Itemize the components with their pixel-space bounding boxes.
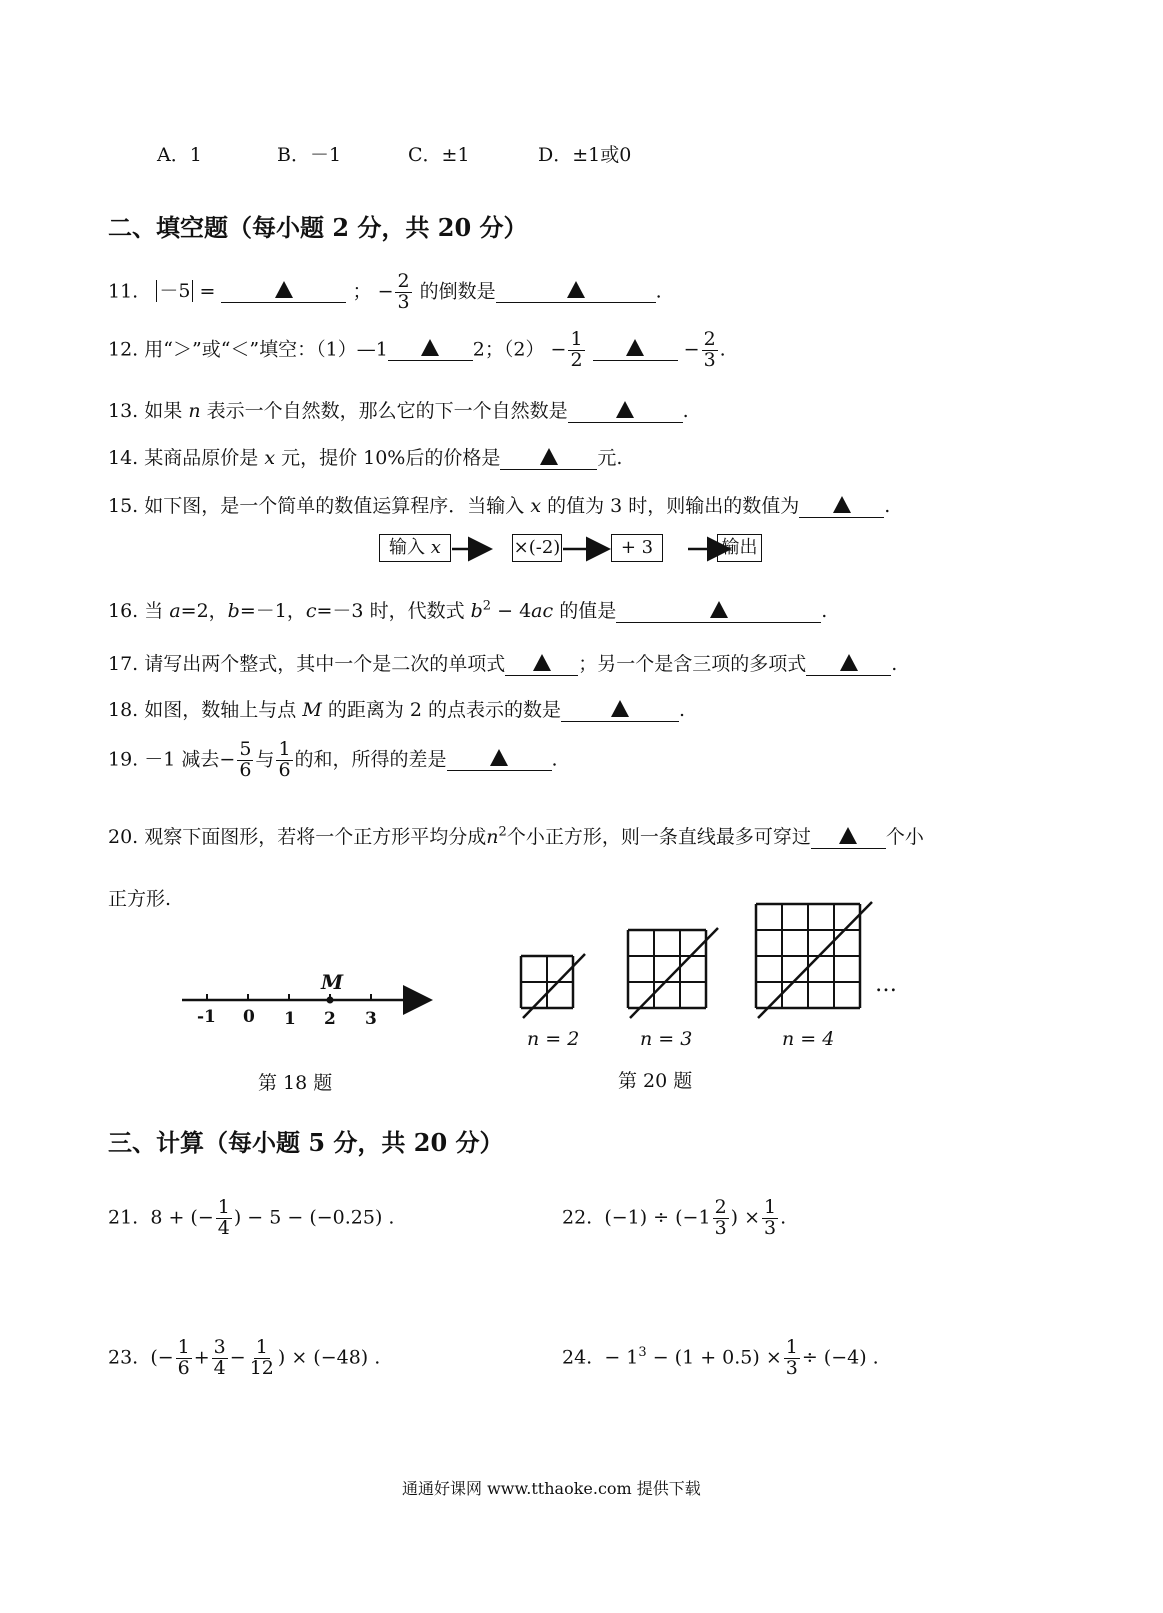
flow-output-box: 输出: [717, 534, 762, 562]
question-text: 元.: [597, 447, 623, 469]
minus-sign: −: [377, 280, 394, 303]
period: .: [679, 699, 686, 721]
variable: M: [302, 699, 322, 721]
fraction: $\frac{1}{4}$: [217, 1196, 230, 1239]
question-text: 的倒数是: [419, 280, 496, 303]
question-text: 用“＞”或“＜”填空：（1）—1: [144, 338, 388, 361]
question-number: 18.: [108, 699, 139, 721]
expression: − (1 + 0.5) ×: [646, 1346, 782, 1369]
exponent: 3: [638, 1345, 647, 1361]
question-text: －1 减去: [144, 748, 220, 771]
fraction: $\frac{1}{3}$: [785, 1336, 798, 1379]
period: .: [551, 748, 558, 771]
flow-add-box: + 3: [611, 534, 663, 562]
question-number: 15.: [108, 495, 139, 517]
option-c: C．±1: [408, 144, 470, 166]
fraction: $\frac{1}{6}$: [177, 1336, 190, 1379]
tick-label: 3: [365, 1009, 377, 1029]
fraction: $\frac{5}{6}$: [239, 738, 252, 781]
question-text: 如图，数轴上与点: [144, 699, 297, 721]
question-text: 的值是: [559, 600, 617, 622]
question-24: [562, 1338, 879, 1379]
question-text: 当: [144, 600, 164, 622]
question-number: 16.: [108, 600, 139, 622]
minus-sign: −: [219, 748, 236, 771]
expression: ac: [531, 600, 554, 622]
grid-n3: [628, 928, 718, 1018]
flow-input-box: 输入 x: [379, 534, 451, 562]
flow-multiply-box: ×(-2): [512, 534, 562, 562]
question-text: 2；（2）: [472, 338, 545, 361]
expression: ÷ (−4) .: [801, 1346, 879, 1369]
abs-value: －5: [156, 280, 193, 302]
question-number: 11.: [108, 280, 139, 303]
expression: +: [193, 1346, 210, 1369]
period: .: [682, 400, 689, 422]
expression: b: [470, 600, 483, 622]
tick-label: -1: [197, 1007, 216, 1027]
expression: −: [229, 1346, 246, 1369]
question-text: 如果: [144, 400, 183, 422]
expression: ) − 5 − (−0.25) .: [233, 1206, 395, 1229]
fraction: $\frac{3}{4}$: [213, 1336, 226, 1379]
question-number: 14.: [108, 447, 139, 469]
expression: 8 + (−: [150, 1206, 214, 1229]
question-text: 的距离为 2 的点表示的数是: [327, 699, 562, 721]
question-20-continued: 正方形.: [108, 888, 172, 910]
exponent: 2: [482, 598, 492, 614]
fraction: $\frac{2}{3}$: [703, 328, 716, 371]
fraction: $\frac{1}{6}$: [278, 738, 291, 781]
grid-n2: [521, 954, 585, 1018]
period: .: [821, 600, 828, 622]
figure-caption-20: 第 20 题: [618, 1070, 693, 1092]
question-text: 观察下面图形，若将一个正方形平均分成: [144, 826, 487, 848]
question-text: 表示一个自然数，那么它的下一个自然数是: [206, 400, 568, 422]
question-text: 元，提价 10%后的价格是: [281, 447, 501, 469]
ellipsis: …: [875, 972, 897, 997]
question-text: 如下图，是一个简单的数值运算程序．当输入: [144, 495, 525, 517]
grid-label-n4: n = 4: [782, 1028, 835, 1050]
period: .: [884, 495, 891, 517]
grid-label-n2: n = 2: [527, 1028, 580, 1050]
question-number: 21.: [108, 1206, 139, 1229]
option-b: B．－1: [277, 144, 342, 166]
minus-sign: −: [550, 338, 567, 361]
variable: x: [264, 447, 276, 469]
expression: (−: [150, 1346, 174, 1369]
tick-label: 2: [324, 1009, 336, 1029]
option-d: D．±1或0: [538, 144, 632, 166]
option-a: A．1: [157, 144, 202, 166]
expression: − 1: [604, 1346, 639, 1369]
crossing-line: [758, 902, 872, 1018]
minus-sign: −: [683, 338, 700, 361]
question-22: [562, 1198, 786, 1239]
question-number: 20.: [108, 826, 139, 848]
question-text: =2，: [180, 600, 228, 622]
separator: ；: [352, 280, 372, 303]
figure-caption-18: 第 18 题: [258, 1072, 333, 1094]
exponent: 2: [498, 824, 507, 840]
question-21: [108, 1198, 394, 1239]
question-number: 12.: [108, 338, 139, 361]
fraction: $\frac{2}{3}$: [397, 270, 410, 313]
variable: n: [486, 826, 499, 848]
tick-label: 0: [243, 1007, 255, 1027]
fraction: $\frac{1}{3}$: [764, 1196, 777, 1239]
grid-n4: [756, 902, 872, 1018]
question-text: =－3 时，代数式: [316, 600, 465, 622]
question-text: 请写出两个整式，其中一个是二次的单项式: [144, 653, 506, 675]
period: .: [655, 280, 662, 303]
point-m-label: M: [321, 970, 344, 994]
expression: − 4: [491, 600, 532, 622]
question-number: 17.: [108, 653, 139, 675]
question-text: ；另一个是含三项的多项式: [578, 653, 807, 675]
question-number: 19.: [108, 748, 139, 771]
tick-label: 1: [284, 1009, 296, 1029]
grid-label-n3: n = 3: [640, 1028, 693, 1050]
question-text: 与: [255, 748, 275, 771]
question-text: 的和，所得的差是: [294, 748, 447, 771]
fraction: $\frac{1}{12}$: [249, 1336, 274, 1379]
equals: =: [199, 280, 216, 303]
question-number: 24.: [562, 1346, 593, 1369]
section-title-fill-in: 二、填空题（每小题 2 分，共 20 分）: [108, 213, 528, 242]
fraction: $\frac{2}{3}$: [714, 1196, 727, 1239]
section-title-calculation: 三、计算（每小题 5 分，共 20 分）: [108, 1128, 504, 1157]
variable: c: [305, 600, 317, 622]
question-number: 22.: [562, 1206, 593, 1229]
variable: a: [169, 600, 181, 622]
period: .: [719, 338, 726, 361]
variable: n: [188, 400, 201, 422]
question-text: =－1，: [239, 600, 306, 622]
question-text: 某商品原价是: [144, 447, 259, 469]
question-text: 个小正方形，则一条直线最多可穿过: [506, 826, 811, 848]
footer-text: 通通好课网 www.tthaoke.com 提供下载: [402, 1479, 701, 1498]
variable: b: [227, 600, 240, 622]
question-text: 个小: [885, 826, 924, 848]
question-number: 23.: [108, 1346, 139, 1369]
variable: x: [530, 495, 542, 517]
expression: ) ×: [730, 1206, 761, 1229]
question-text: 的值为 3 时，则输出的数值为: [547, 495, 800, 517]
question-number: 13.: [108, 400, 139, 422]
expression: ) × (−48) .: [277, 1346, 381, 1369]
question-23: [108, 1338, 380, 1379]
fraction: $\frac{1}{2}$: [570, 328, 583, 371]
period: .: [891, 653, 898, 675]
expression: (−1) ÷ (−1: [604, 1206, 711, 1229]
period: .: [780, 1206, 787, 1229]
